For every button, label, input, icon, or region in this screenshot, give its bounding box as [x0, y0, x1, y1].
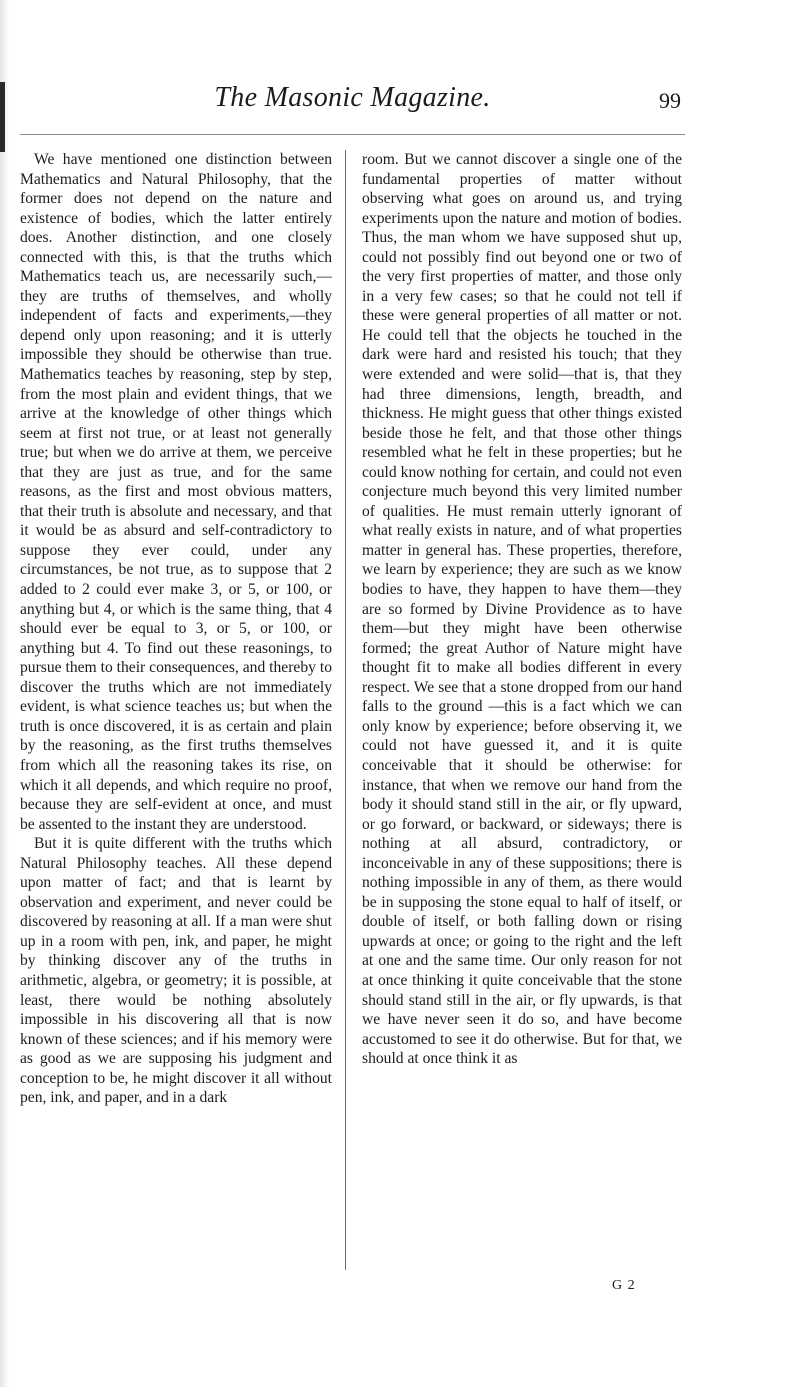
left-paragraph-1: We have mentioned one distinction between Mathematics and Natural Philosophy, that the former does not depend on the nature and existence of bodies, which the latter entirely does. Another distinction, and one closely connected with this, is that the truths which Mathematics teach us, are necessarily such,—they are truths of themselves, and wholly independent of facts and experiments,—they depend only upon reasoning; and it is utterly impossible they should be otherwise than true. Mathematics teaches by reasoning, step by step, from the most plain and evident things, that we arrive at the knowledge of other things which seem at first not true, or at least not generally true; but when we do arrive at them, we perceive that they are just as true, and for the same reasons, as the first and most obvious matters, that their truth is absolute and necessary, and that it would be as absurd and self-contradictory to suppose they ever could, under any circumstances, be not true, as to suppose that 2 added to 2 could ever make 3, or 5, or 100, or anything but 4, or which is the same thing, that 4 should ever be equal to 3, or 5, or 100, or anything but 4. To find out these reasonings, to pursue them to their consequences, and thereby to discover the truths which are not immediately evident, is what science teaches us; but when the truth is once discovered, it is as certain and plain by the reasoning, as the first truths themselves from which all the reasoning takes its rise, on which it all depends, and which require no proof, because they are self-evident at once, and must be assented to the instant they are understood.: [20, 151, 332, 833]
header-rule: [20, 134, 685, 135]
page-header: [20, 82, 685, 126]
right-paragraph-1: room. But we cannot discover a single one of the fundamental properties of matter without observing what goes on around us, and trying experiments upon the nature and motion of bodies. Thus, the man whom we have supposed shut up, could not possibly find out beyond one or two of the very first properties of matter, and those only in a very few cases; so that he could not tell if these were general properties of all matter or not. He could tell that the objects he touched in the dark were hard and resisted his touch; that they were extended and were solid—that is, that they had three dimensions, length, breadth, and thickness. He might guess that other things existed beside those he felt, and that those other things resembled what he felt in these properties; but he could know nothing for certain, and could not even conjecture much beyond this very limited number of qualities. He must remain utterly ignorant of what really exists in nature, and of what properties matter in general has. These properties, therefore, we learn by experience; they are such as we know bodies to have, they happen to have them—they are so formed by Divine Providence as to have them—but they might have been otherwise formed; the great Author of Nature might have thought fit to make all bodies different in every respect. We see that a stone dropped from our hand falls to the ground —this is a fact which we can only know by experience; before observing it, we could not have guessed it, and it is quite conceivable that it should be otherwise: for instance, that when we remove our hand from the body it should stand still in the air, or fly upward, or go forward, or backward, or sideways; there is nothing at all absurd, contradictory, or inconceivable in any of these suppositions; there is nothing impossible in any of them, as there would be in supposing the stone equal to half of itself, or double of itself, or both falling down or rising upwards at once; or going to the right and the left at one and the same time. Our only reason for not at once thinking it quite conceivable that the stone should stand still in the air, or fly upwards, is that we have never seen it do so, and have become accustomed to see it do otherwise. But for that, we should at once think it as: [362, 151, 682, 1068]
left-column: [20, 150, 332, 1108]
page-number: 99: [659, 88, 681, 113]
spine-mark: [0, 82, 5, 152]
left-paragraph-2: But it is quite different with the truths which Natural Philosophy teaches. All these depend upon matter of fact; and that is learnt by observation and experiment, and never could be discovered by reasoning at all. If a man were shut up in a room with pen, ink, and paper, he might by thinking discover any of the truths in arithmetic, algebra, or geometry; it is possible, at least, there would be nothing absolutely impossible in his discovering all that is now known of these sciences; and if his memory were as good as we are supposing his judgment and conception to be, he might discover it all without pen, ink, and paper, and in a dark: [20, 835, 332, 1107]
column-divider: [345, 150, 346, 1270]
right-column: [362, 150, 682, 1069]
page-spine-shadow: [0, 0, 9, 1387]
running-title: The Masonic Magazine.: [214, 82, 491, 113]
signature-mark: G 2: [612, 1278, 636, 1293]
